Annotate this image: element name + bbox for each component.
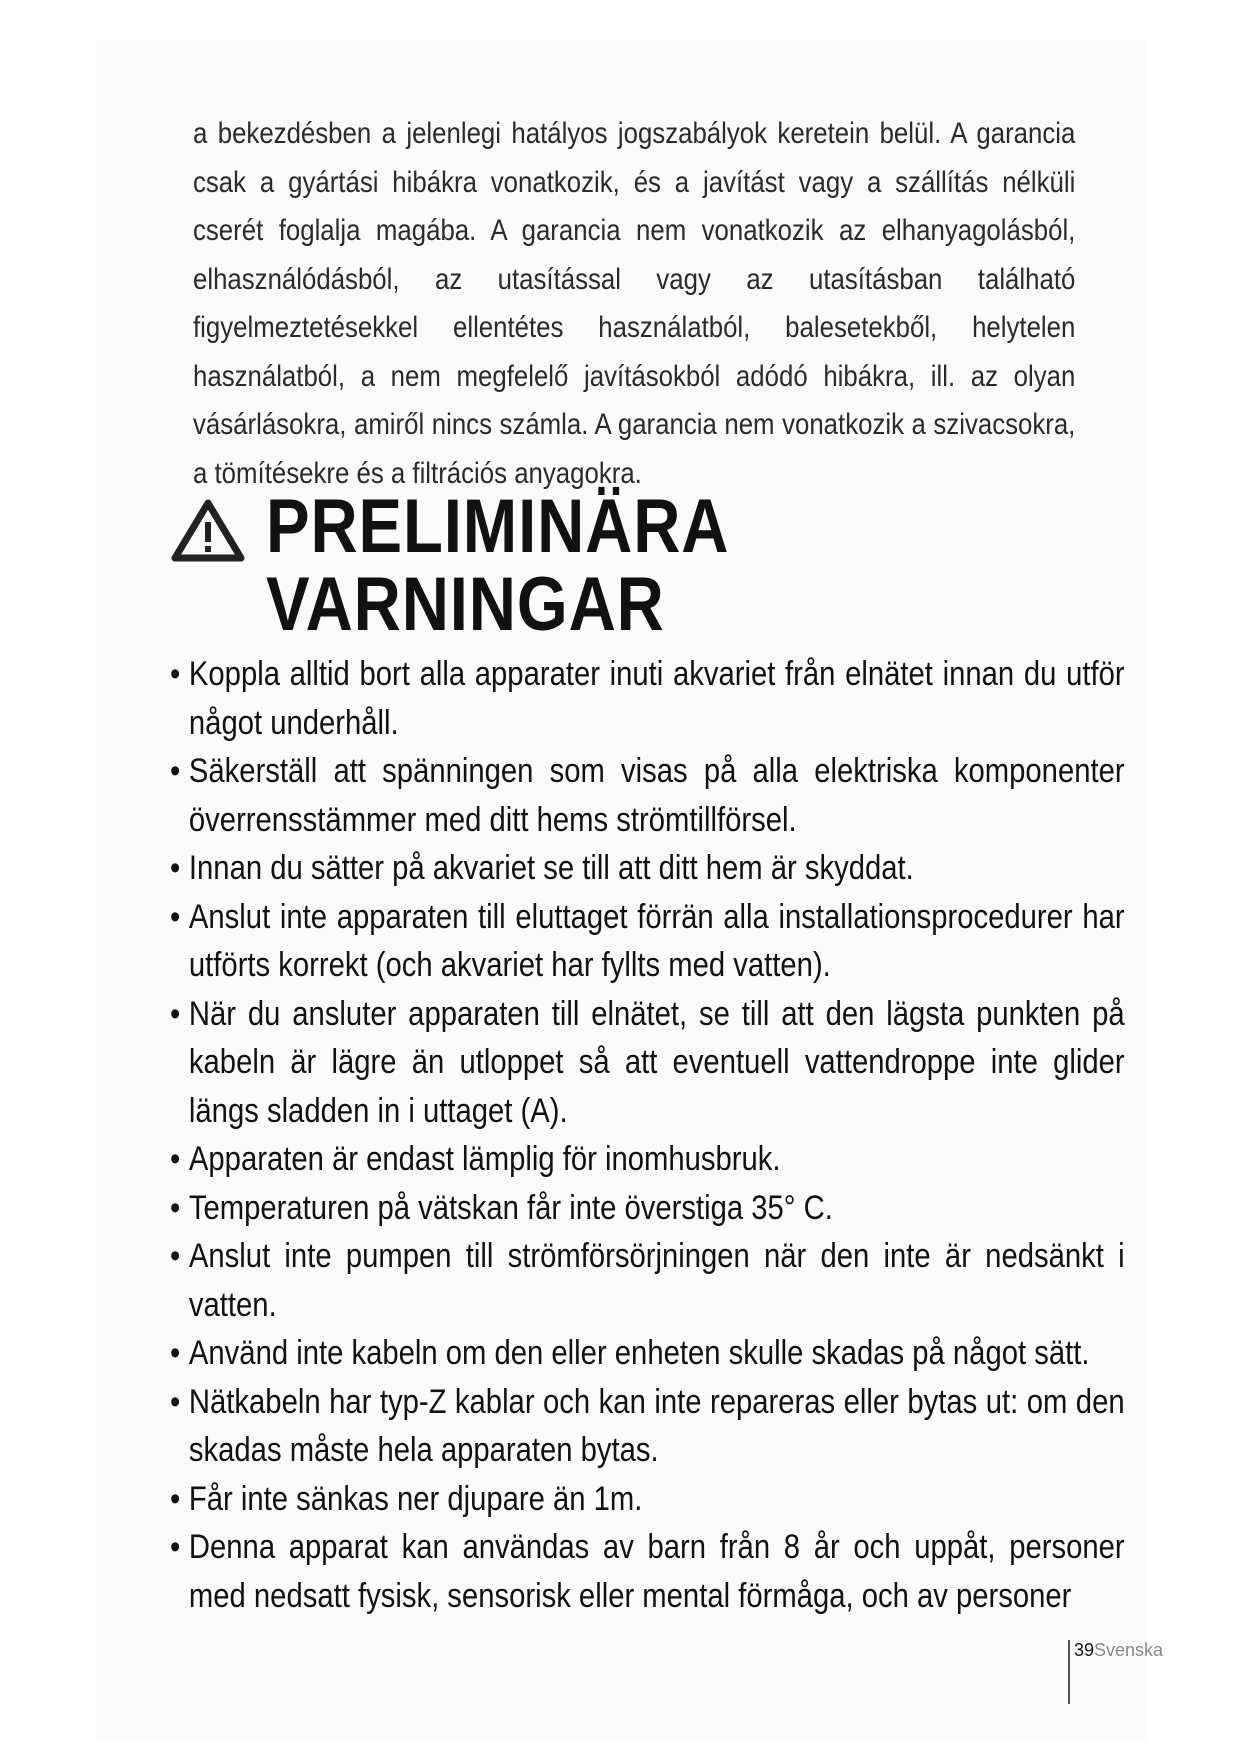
warning-item: • Använd inte kabeln om den eller enheten skulle skadas på något sätt.: [170, 1329, 1125, 1378]
warning-item: • Säkerställ att spänningen som visas på alla elektriska komponenter överrensstämmer med ditt hems strömtillförsel.: [170, 747, 1125, 844]
page-footer: [1068, 1640, 1164, 1704]
warning-item: • Anslut inte pumpen till strömförsörjningen när den inte är nedsänkt i vatten.: [170, 1232, 1125, 1329]
warning-triangle-icon: [170, 498, 246, 564]
heading-line-1: PRELIMINÄRA: [266, 484, 730, 569]
warning-item: • När du ansluter apparaten till elnätet, se till att den lägsta punkten på kabeln är lägre än utloppet så att eventuell vattendroppe inte glider längs sladden in i uttaget (A).: [170, 990, 1125, 1136]
warning-item: • Denna apparat kan användas av barn från 8 år och uppåt, personer med nedsatt fysisk, sensorisk eller mental förmåga, och av personer: [170, 1523, 1125, 1620]
heading-title: [266, 484, 730, 647]
intro-paragraph: [193, 110, 1075, 498]
intro-text: a bekezdésben a jelenlegi hatályos jogszabályok keretein belül. A garancia csak a gyártási hibákra vonatkozik, és a javítást vagy a szállítás nélküli cserét foglalja magába. A garancia nem vonatkozik az elhanyagolásból, elhasználódásból, az utasítással vagy az utasításban található figyelmeztetésekkel ellentétes használatból, balesetekből, helytelen használatból, a nem megfelelő javításokból adódó hibákra, ill. az olyan vásárlásokra, amiről nincs számla. A garancia nem vonatkozik a szivacsokra, a tömítésekre és a filtrációs anyagokra.: [193, 117, 1076, 490]
section-heading: [170, 484, 805, 647]
page-number: 39: [1074, 1640, 1095, 1660]
warning-item: • Apparaten är endast lämplig för inomhusbruk.: [170, 1135, 1125, 1184]
warning-item: • Innan du sätter på akvariet se till att ditt hem är skyddat.: [170, 844, 1125, 893]
warning-item: • Anslut inte apparaten till eluttaget förrän alla installationsprocedurer har utförts korrekt (och akvariet har fyllts med vatten).: [170, 893, 1125, 990]
warning-item: • Koppla alltid bort alla apparater inuti akvariet från elnätet innan du utför något underhåll.: [170, 650, 1125, 747]
warning-list: [170, 650, 1125, 1620]
footer-language: Svenska: [1094, 1640, 1164, 1660]
warning-item: • Får inte sänkas ner djupare än 1m.: [170, 1475, 1125, 1524]
warning-item: • Nätkabeln har typ-Z kablar och kan inte repareras eller bytas ut: om den skadas måste hela apparaten bytas.: [170, 1378, 1125, 1475]
heading-line-2: VARNINGAR: [266, 562, 665, 647]
warning-item: • Temperaturen på vätskan får inte överstiga 35° C.: [170, 1184, 1125, 1233]
